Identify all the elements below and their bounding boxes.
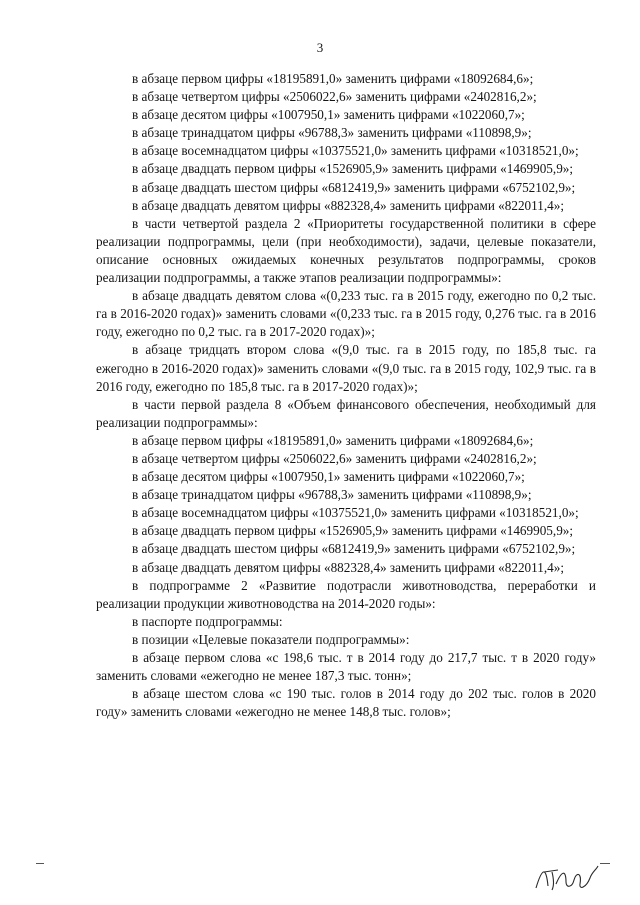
paragraph: в абзаце двадцать первом цифры «1526905,9» заменить цифрами «1469905,9»;	[132, 161, 574, 177]
paragraph: в абзаце двадцать девятом слова «(0,233 тыс. га в 2015 году, ежегодно по 0,2 тыс. га в 2016-2020 годах)» заменить словами «(0,233 тыс. га в 2015 году, 0,276 тыс. га в 2016 году, ежегодно по 0,2 тыс. га в 2017-2020 годах)»;	[96, 288, 596, 340]
paragraph: в абзаце двадцать шестом цифры «6812419,9» заменить цифрами «6752102,9»;	[132, 179, 576, 195]
paragraph: в части первой раздела 8 «Объем финансового обеспечения, необходимый для реализации подпрограммы»:	[96, 396, 596, 430]
paragraph: в абзаце восемнадцатом цифры «10375521,0» заменить цифрами «10318521,0»;	[132, 505, 579, 521]
document-body	[96, 70, 596, 721]
paragraph: в абзаце тринадцатом цифры «96788,3» заменить цифрами «110898,9»;	[132, 125, 532, 141]
paragraph: в паспорте подпрограммы:	[132, 613, 283, 629]
paragraph: в подпрограмме 2 «Развитие подотрасли животноводства, переработки и реализации продукции животноводства на 2014-2020 годы»:	[96, 577, 596, 611]
signature-mark	[532, 858, 602, 898]
paragraph: в абзаце первом цифры «18195891,0» заменить цифрами «18092684,6»;	[132, 71, 534, 86]
paragraph: в абзаце первом слова «с 198,6 тыс. т в 2014 году до 217,7 тыс. т в 2020 году» заменить словами «ежегодно не менее 187,3 тыс. тонн»;	[96, 650, 596, 684]
paragraph: в абзаце первом цифры «18195891,0» заменить цифрами «18092684,6»;	[132, 432, 534, 448]
paragraph: в позиции «Целевые показатели подпрограммы»:	[132, 631, 410, 647]
paragraph: в абзаце десятом цифры «1007950,1» заменить цифрами «1022060,7»;	[132, 469, 525, 485]
scan-mark	[36, 863, 44, 864]
paragraph: в абзаце двадцать девятом цифры «882328,4» заменить цифрами «822011,4»;	[132, 197, 564, 213]
page-number: 3	[316, 40, 324, 55]
paragraph: в абзаце двадцать девятом цифры «882328,4» заменить цифрами «822011,4»;	[132, 559, 564, 575]
paragraph: в части четвертой раздела 2 «Приоритеты государственной политики в сфере реализации подпрограммы, цели (при необходимости), задачи, целевые показатели, описание основных ожидаемых конечных результатов подпрограммы, сроков реализации подпрограммы, а также этапов реализации подпрограммы»:	[96, 215, 596, 286]
paragraph: в абзаце двадцать шестом цифры «6812419,9» заменить цифрами «6752102,9»;	[132, 541, 576, 557]
paragraph: в абзаце двадцать первом цифры «1526905,9» заменить цифрами «1469905,9»;	[132, 523, 574, 539]
paragraph: в абзаце шестом слова «с 190 тыс. голов в 2014 году до 202 тыс. голов в 2020 году» заменить словами «ежегодно не менее 148,8 тыс. голов»;	[96, 686, 596, 720]
paragraph: в абзаце четвертом цифры «2506022,6» заменить цифрами «2402816,2»;	[132, 89, 537, 105]
paragraph: в абзаце восемнадцатом цифры «10375521,0» заменить цифрами «10318521,0»;	[132, 143, 579, 159]
paragraph: в абзаце тридцать втором слова «(9,0 тыс. га в 2015 году, по 185,8 тыс. га ежегодно в 2016-2020 годах)» заменить словами «(9,0 тыс. га в 2015 году, 102,9 тыс. га в 2016 году, ежегодно по 185,8 тыс. га в 2017-2020 годах)»;	[96, 342, 596, 394]
paragraph: в абзаце десятом цифры «1007950,1» заменить цифрами «1022060,7»;	[132, 107, 525, 123]
paragraph: в абзаце четвертом цифры «2506022,6» заменить цифрами «2402816,2»;	[132, 450, 537, 466]
paragraph: в абзаце тринадцатом цифры «96788,3» заменить цифрами «110898,9»;	[132, 487, 532, 503]
